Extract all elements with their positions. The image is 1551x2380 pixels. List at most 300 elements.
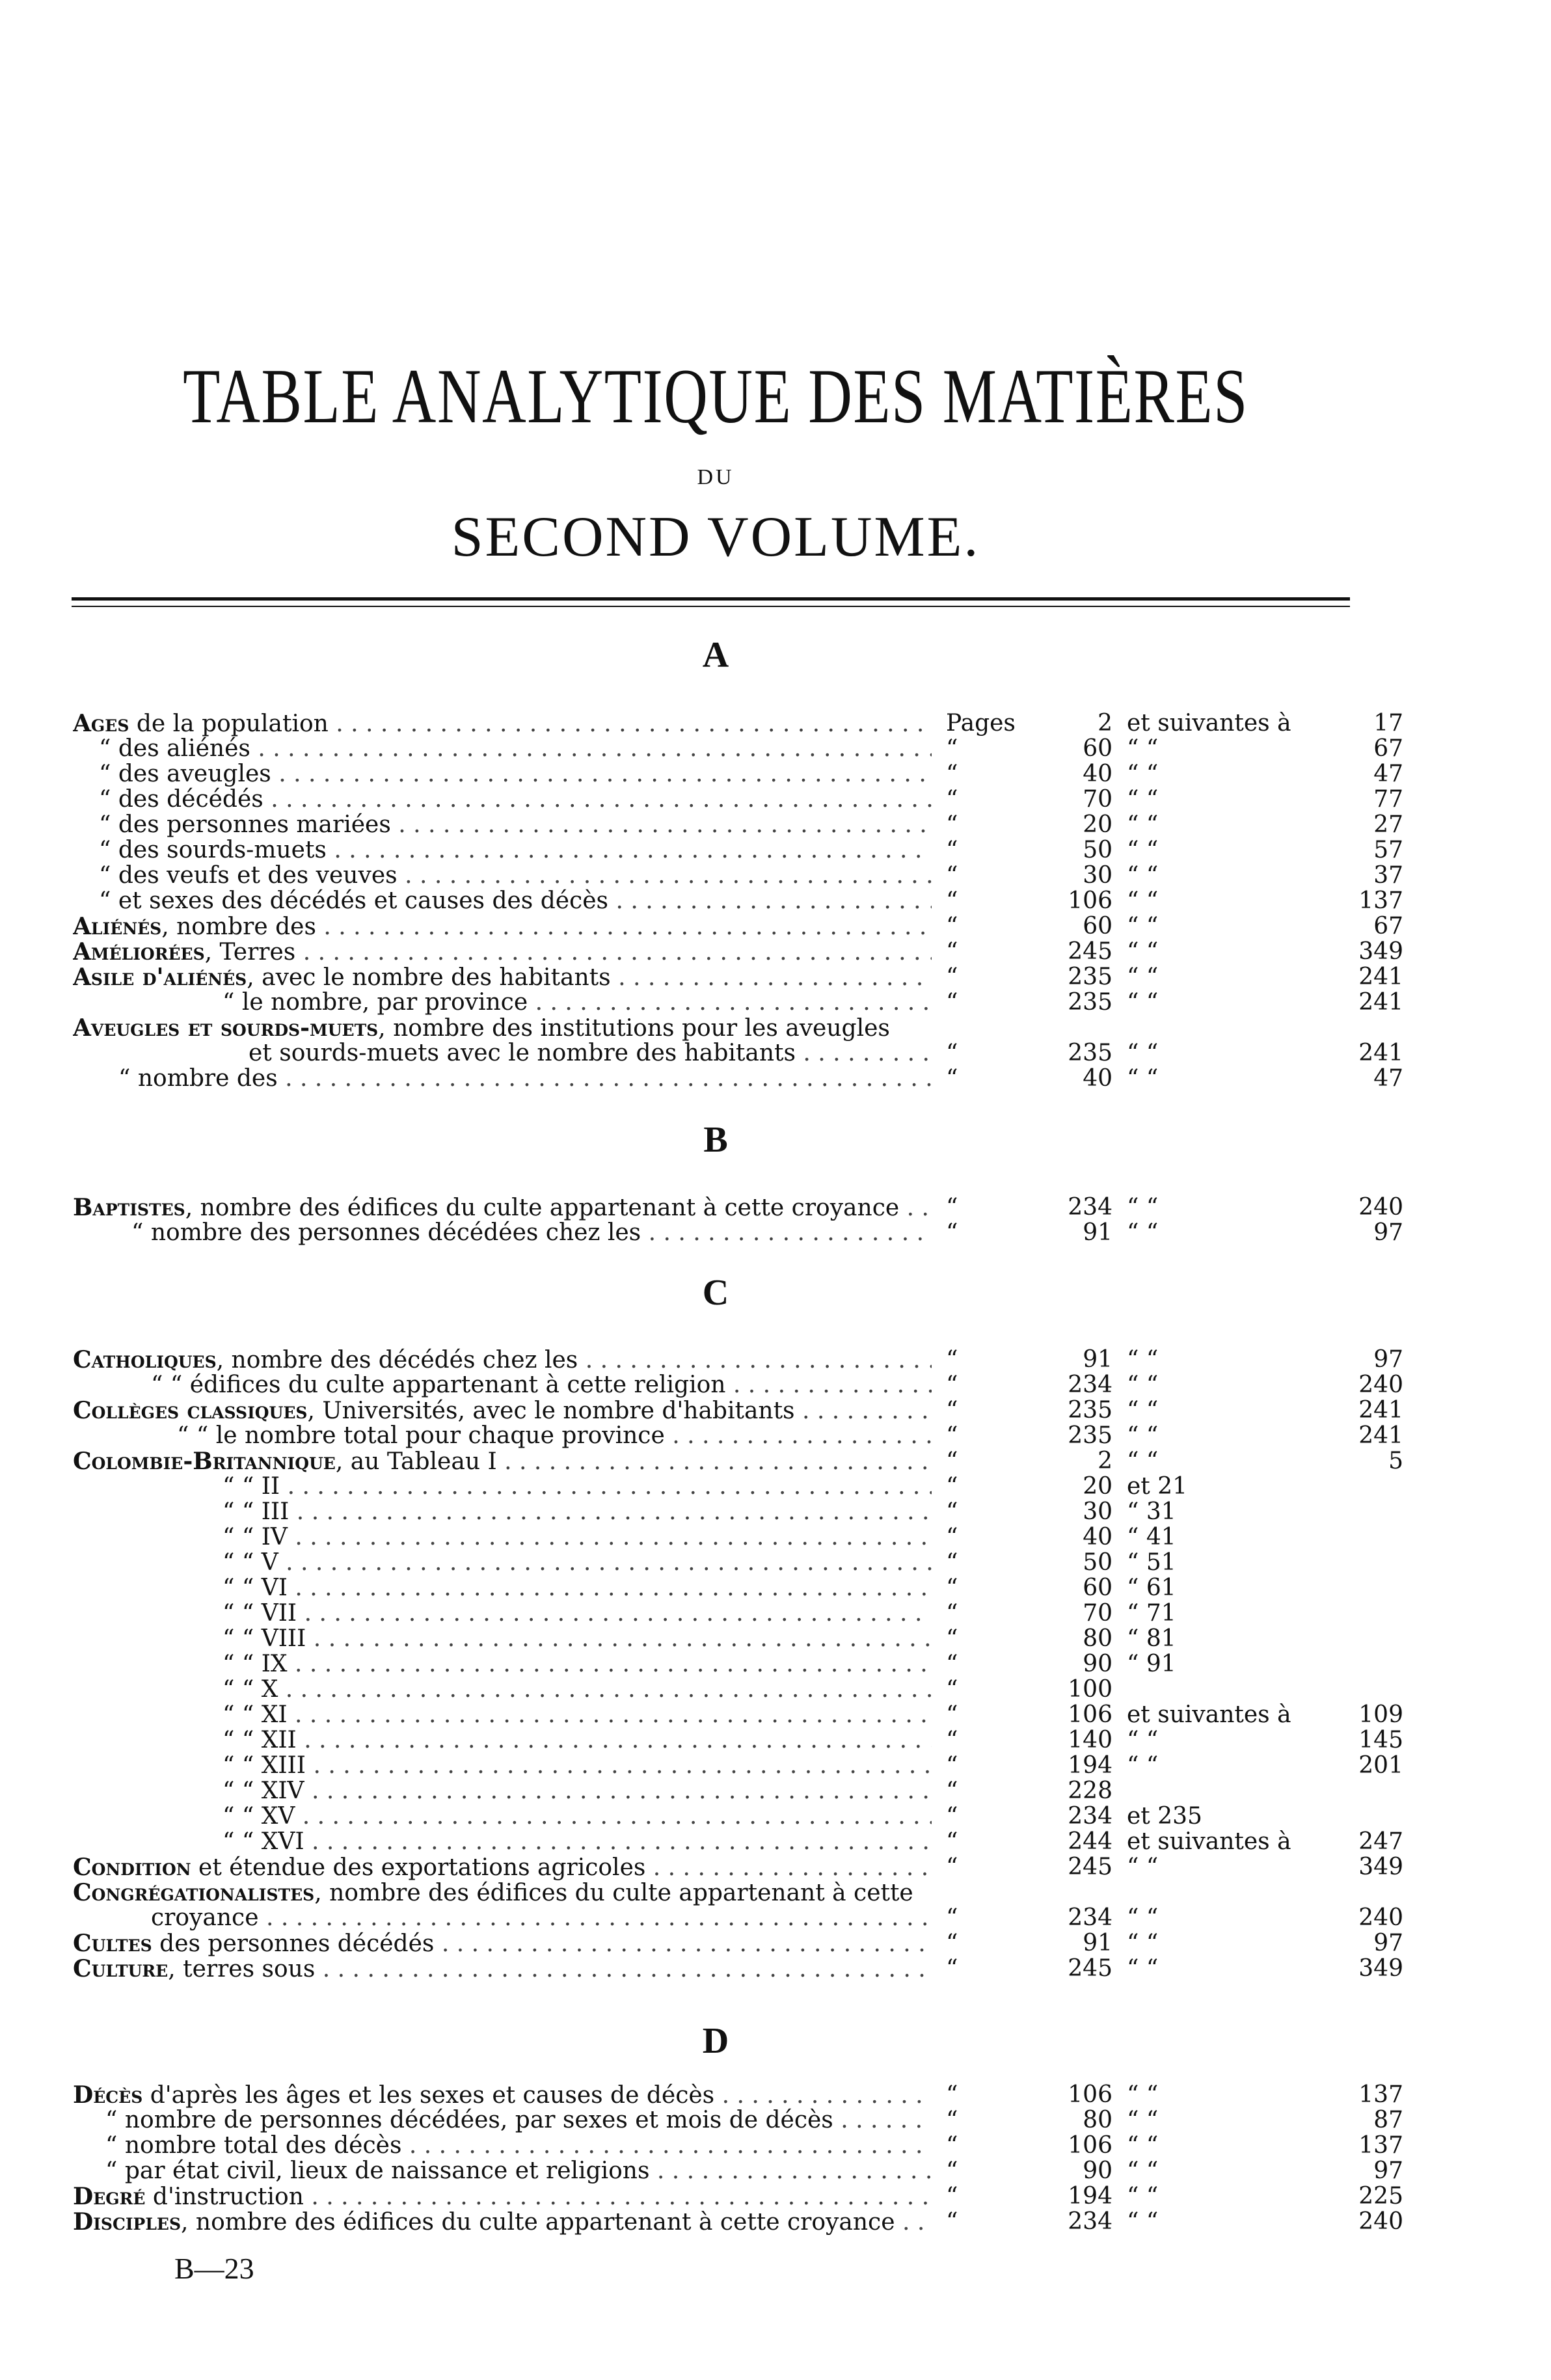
entry-description: , nombre des édifices du culte appartenant à cette	[314, 1880, 913, 1906]
page-end: 137	[1358, 2081, 1403, 2108]
page-end: 27	[1373, 811, 1403, 838]
page-start: 20	[1083, 1473, 1113, 1500]
page-connector: “ “	[1127, 1904, 1159, 1931]
index-entry	[73, 1677, 1400, 1703]
entry-description: “ nombre total des décès	[105, 2133, 402, 2159]
entry-text	[73, 1601, 932, 1627]
index-entry	[73, 811, 1403, 838]
page-connector: “ “	[1127, 1194, 1159, 1221]
page-prefix: “	[946, 1625, 958, 1652]
entry-text	[73, 2184, 932, 2210]
entry-keyword: Ages	[73, 710, 129, 737]
entry-description: “ des veufs et des veuves	[99, 863, 398, 889]
entry-description: “ “ édifices du culte appartenant à cette religion	[151, 1372, 726, 1398]
page-prefix: “	[946, 1219, 958, 1246]
entry-description: “ des décédés	[99, 787, 263, 813]
page-prefix: “	[946, 964, 958, 990]
page-start: 106	[1068, 2081, 1113, 2108]
page-connector: “ “	[1127, 1448, 1159, 1474]
page-prefix: “	[946, 1549, 958, 1576]
entry-text	[73, 1015, 932, 1042]
entry-text	[73, 913, 932, 940]
index-entry	[73, 1040, 1403, 1066]
entry-description: “ “ XVI	[223, 1829, 304, 1855]
page-connector: “ “	[1127, 1930, 1159, 1956]
page-signature: B—23	[174, 2252, 254, 2285]
page-start: 234	[1068, 1194, 1113, 1221]
page-prefix: “	[946, 2157, 958, 2184]
entry-description: “ le nombre, par province	[223, 990, 528, 1016]
section-letter-a: A	[702, 635, 729, 675]
page-connector: “ “	[1127, 837, 1159, 863]
page-start: 30	[1083, 1498, 1113, 1525]
page-connector: “ “	[1127, 1372, 1159, 1398]
page-prefix: “	[946, 735, 958, 762]
entry-text	[73, 1930, 932, 1957]
index-entry	[73, 761, 1403, 787]
entry-text	[73, 1626, 932, 1652]
entry-text	[73, 1727, 932, 1753]
entry-text	[73, 964, 932, 991]
entry-text	[73, 1066, 932, 1092]
entry-description: “ “ V	[223, 1550, 278, 1576]
page-connector: et suivantes à	[1127, 710, 1291, 737]
page-start: 234	[1068, 1904, 1113, 1931]
index-entry	[73, 710, 1403, 737]
page-start: 234	[1068, 1803, 1113, 1830]
entry-keyword: Culture	[73, 1956, 169, 1982]
index-entry	[73, 2132, 1403, 2159]
index-entry	[73, 1727, 1403, 1753]
page-start: 235	[1068, 1040, 1113, 1066]
entry-keyword: Colombie-Britannique	[73, 1448, 336, 1475]
page-connector: et 21	[1127, 1473, 1188, 1500]
page-start: 40	[1083, 761, 1113, 787]
page-prefix: “	[946, 2183, 958, 2210]
page-prefix: “	[946, 1397, 958, 1424]
page-connector: “ 81	[1127, 1625, 1176, 1652]
index-entry	[73, 786, 1403, 813]
page-connector: “ 91	[1127, 1651, 1176, 1677]
entry-text	[73, 1778, 932, 1804]
index-entry	[73, 862, 1403, 889]
page-start: 245	[1068, 938, 1113, 965]
page-end: 97	[1373, 1930, 1403, 1956]
page-start: 245	[1068, 1854, 1113, 1880]
page-start: 50	[1083, 1549, 1113, 1576]
index-entry	[73, 1854, 1403, 1881]
entry-text	[73, 2209, 932, 2236]
page-prefix: “	[946, 1701, 958, 1728]
entry-text	[73, 2082, 932, 2109]
page-start: 106	[1068, 1701, 1113, 1728]
page-connector: “ “	[1127, 887, 1159, 914]
entry-text	[73, 1575, 932, 1601]
page-start: 60	[1083, 1575, 1113, 1601]
page-connector: “ “	[1127, 2132, 1159, 2159]
page-start: 91	[1083, 1219, 1113, 1246]
entry-text	[73, 1905, 932, 1931]
page-end: 145	[1358, 1727, 1403, 1753]
entry-keyword: Améliorées	[73, 939, 205, 966]
entry-description: “ “ VII	[223, 1601, 297, 1627]
page-start: 235	[1068, 964, 1113, 990]
entry-description: , nombre des édifices du culte appartenant à cette croyance	[185, 1195, 900, 1221]
page-end: 349	[1358, 1854, 1403, 1880]
entry-text	[73, 1195, 932, 1221]
page-connector: “ “	[1127, 1422, 1159, 1449]
page-connector: et suivantes à	[1127, 1828, 1291, 1855]
entry-text	[73, 812, 932, 838]
page-end: 77	[1373, 786, 1403, 813]
entry-text	[73, 1347, 932, 1373]
page-start: 80	[1083, 2107, 1113, 2133]
entry-description: d'après les âges et les sexes et causes de décès	[142, 2082, 715, 2109]
entry-text	[73, 1499, 932, 1525]
page-prefix: “	[946, 2132, 958, 2159]
entry-description: d'instruction	[145, 2184, 304, 2210]
index-entry	[73, 1397, 1403, 1424]
page-connector: “ “	[1127, 913, 1159, 940]
page-prefix: “	[946, 1040, 958, 1066]
entry-description: “ nombre de personnes décédées, par sexes et mois de décès	[105, 2107, 833, 2133]
index-entry	[73, 1601, 1400, 1627]
index-entry	[73, 837, 1403, 863]
entry-description: , avec le nombre des habitants	[247, 964, 611, 991]
page-end: 97	[1373, 1346, 1403, 1373]
entry-keyword: Baptistes	[73, 1195, 185, 1221]
page-start: 20	[1083, 811, 1113, 838]
entry-description: , nombre des édifices du culte appartenant à cette croyance	[181, 2209, 895, 2236]
entry-text	[73, 1220, 932, 1246]
entry-description: , nombre des institutions pour les aveugles	[378, 1015, 890, 1042]
page-end: 47	[1373, 1065, 1403, 1092]
entry-description: des personnes décédés	[152, 1930, 435, 1957]
index-entry	[73, 1474, 1400, 1500]
page-connector: “ “	[1127, 2107, 1159, 2133]
index-entry	[73, 1372, 1403, 1398]
entry-text	[73, 888, 932, 914]
section-letter-d: D	[702, 2021, 729, 2061]
page-connector: “ “	[1127, 811, 1159, 838]
entry-description: “ “ XIII	[223, 1753, 306, 1779]
entry-description: “ “ le nombre total pour chaque province	[177, 1423, 665, 1449]
page-prefix: “	[946, 1498, 958, 1525]
section-letter-b: B	[703, 1120, 728, 1160]
entry-text	[73, 1677, 932, 1703]
entry-description: “ par état civil, lieux de naissance et religions	[105, 2158, 650, 2184]
page-end: 137	[1358, 2132, 1403, 2159]
page-prefix: “	[946, 786, 958, 813]
entry-description: , Universités, avec le nombre d'habitants	[307, 1398, 795, 1424]
page-prefix: “	[946, 2208, 958, 2235]
entry-keyword: Aveugles et sourds-muets	[73, 1015, 379, 1042]
entry-description: “ nombre des	[118, 1066, 278, 1092]
index-entry	[73, 1904, 1403, 1931]
entry-text	[73, 2107, 932, 2133]
index-entry	[73, 2208, 1403, 2236]
page-start: 234	[1068, 1372, 1113, 1398]
page-prefix: “	[946, 761, 958, 787]
index-entry	[73, 1828, 1403, 1855]
page-end: 5	[1388, 1448, 1403, 1474]
page-end: 37	[1373, 862, 1403, 889]
page-prefix: “	[946, 1065, 958, 1092]
index-entry	[73, 1524, 1400, 1550]
page-prefix: Pages	[946, 710, 1016, 737]
page-start: 194	[1068, 1752, 1113, 1779]
entry-description: “ des aveugles	[99, 761, 271, 787]
index-entry	[73, 735, 1403, 762]
page-prefix: “	[946, 837, 958, 863]
page-connector: “ “	[1127, 1854, 1159, 1880]
page-connector: “ “	[1127, 1727, 1159, 1753]
page-connector: “ “	[1127, 989, 1159, 1016]
page-end: 240	[1358, 1904, 1403, 1931]
page-start: 194	[1068, 2183, 1113, 2210]
entry-text	[73, 1040, 932, 1066]
entry-keyword: Catholiques	[73, 1347, 217, 1373]
entry-text	[73, 1956, 932, 1982]
index-entry	[73, 1194, 1403, 1221]
entry-description: “ “ XIV	[223, 1778, 304, 1804]
entry-description: et étendue des exportations agricoles	[191, 1854, 646, 1881]
page-prefix: “	[946, 862, 958, 889]
entry-description: “ nombre des personnes décédées chez les	[131, 1220, 641, 1246]
page-end: 57	[1373, 837, 1403, 863]
page-end: 241	[1358, 1040, 1403, 1066]
page-end: 349	[1358, 938, 1403, 965]
page-connector: “ “	[1127, 786, 1159, 813]
page-end: 97	[1373, 2157, 1403, 2184]
page-end: 97	[1373, 1219, 1403, 1246]
entry-text	[73, 2133, 932, 2159]
page-start: 91	[1083, 1930, 1113, 1956]
index-entry	[73, 989, 1403, 1016]
entry-description: “ “ XII	[223, 1727, 297, 1753]
entry-keyword: Asile d'aliénés	[73, 964, 247, 991]
page-connector: et suivantes à	[1127, 1701, 1291, 1728]
entry-text	[73, 1448, 932, 1475]
entry-text	[73, 1804, 932, 1830]
entry-text	[73, 990, 932, 1016]
entry-text	[73, 787, 932, 813]
page-connector: et 235	[1127, 1803, 1202, 1830]
page-prefix: “	[946, 2081, 958, 2108]
page-title: TABLE ANALYTIQUE DES MATIÈRES	[183, 353, 1248, 439]
index-entry	[73, 2183, 1403, 2210]
page-prefix: “	[946, 1854, 958, 1880]
entry-description: “ “ XI	[223, 1702, 288, 1728]
page-end: 87	[1373, 2107, 1403, 2133]
entry-keyword: Aliénés	[73, 913, 162, 940]
entry-keyword: Disciples	[73, 2209, 182, 2236]
page-prefix: “	[946, 1651, 958, 1677]
page-connector: “ “	[1127, 1955, 1159, 1982]
entry-description: , au Tableau I	[335, 1448, 497, 1475]
page-connector: “ 51	[1127, 1549, 1176, 1576]
index-entry	[73, 1422, 1403, 1449]
page-prefix: “	[946, 1955, 958, 1982]
entry-description: , terres sous	[168, 1956, 316, 1982]
page-prefix: “	[946, 1676, 958, 1703]
page-prefix: “	[946, 1828, 958, 1855]
page-start: 100	[1068, 1676, 1113, 1703]
entry-description: et sourds-muets avec le nombre des habitants	[249, 1040, 796, 1066]
page-prefix: “	[946, 1422, 958, 1449]
entry-description: “ “ III	[223, 1499, 290, 1525]
page-prefix: “	[946, 1372, 958, 1398]
page-start: 2	[1098, 1448, 1113, 1474]
entry-text	[73, 863, 932, 889]
page-connector: “ “	[1127, 2081, 1159, 2108]
page-start: 40	[1083, 1524, 1113, 1550]
page-end: 17	[1373, 710, 1403, 737]
index-entry	[73, 1626, 1400, 1652]
entry-text	[73, 1423, 932, 1449]
page-end: 137	[1358, 887, 1403, 914]
page-start: 244	[1068, 1828, 1113, 1855]
page-end: 240	[1358, 1372, 1403, 1398]
page-prefix: “	[946, 1524, 958, 1550]
page-start: 245	[1068, 1955, 1113, 1982]
entry-text	[73, 1702, 932, 1728]
page-connector: “ “	[1127, 938, 1159, 965]
index-entry	[73, 1065, 1403, 1092]
page-connector: “ “	[1127, 735, 1159, 762]
entry-description: “ “ VIII	[223, 1626, 306, 1652]
page-connector: “ 71	[1127, 1600, 1176, 1627]
entry-description: , Terres	[204, 939, 296, 966]
entry-text	[73, 1550, 932, 1576]
index-entry	[73, 1955, 1403, 1982]
page-connector: “ “	[1127, 964, 1159, 990]
page-start: 2	[1098, 710, 1113, 737]
page-start: 90	[1083, 2157, 1113, 2184]
page-prefix: “	[946, 1575, 958, 1601]
page-end: 241	[1358, 1397, 1403, 1424]
entry-text	[73, 939, 932, 966]
entry-keyword: Décès	[73, 2082, 143, 2109]
title-connector: DU	[697, 465, 735, 489]
index-entry	[73, 913, 1403, 940]
index-entry	[73, 1015, 1400, 1041]
page-end: 241	[1358, 964, 1403, 990]
entry-description: “ des personnes mariées	[99, 812, 391, 838]
entry-keyword: Cultes	[73, 1930, 152, 1957]
index-entry	[73, 1550, 1400, 1576]
page-connector: “ “	[1127, 1346, 1159, 1373]
page-prefix: “	[946, 1904, 958, 1931]
index-entry	[73, 964, 1403, 991]
index-entry	[73, 1219, 1403, 1246]
index-entry	[73, 1778, 1400, 1804]
page-subtitle: SECOND VOLUME.	[451, 506, 980, 569]
page-prefix: “	[946, 913, 958, 940]
entry-text	[73, 1372, 932, 1398]
index-entry	[73, 2157, 1403, 2184]
page-prefix: “	[946, 811, 958, 838]
page-prefix: “	[946, 1803, 958, 1830]
index-entry	[73, 1448, 1403, 1475]
entry-text	[73, 1829, 932, 1855]
page-prefix: “	[946, 1194, 958, 1221]
entry-text	[73, 1880, 932, 1906]
page-connector: “ “	[1127, 1219, 1159, 1246]
page-connector: “ “	[1127, 2208, 1159, 2235]
page-end: 240	[1358, 1194, 1403, 1221]
page-start: 106	[1068, 887, 1113, 914]
page-start: 228	[1068, 1778, 1113, 1804]
entry-description: “ “ IV	[223, 1524, 288, 1550]
page-start: 234	[1068, 2208, 1113, 2235]
entry-text	[73, 761, 932, 787]
page-start: 60	[1083, 913, 1113, 940]
page-end: 67	[1373, 735, 1403, 762]
index-entry	[73, 887, 1403, 914]
page-prefix: “	[946, 1727, 958, 1753]
entry-description: croyance	[151, 1905, 259, 1931]
page-start: 40	[1083, 1065, 1113, 1092]
page-end: 240	[1358, 2208, 1403, 2235]
page-start: 70	[1083, 786, 1113, 813]
entry-description: , nombre des décédés chez les	[216, 1347, 578, 1373]
entry-description: “ et sexes des décédés et causes des décès	[99, 888, 608, 914]
index-entry	[73, 1701, 1403, 1728]
entry-text	[73, 1524, 932, 1550]
section-letter-c: C	[702, 1273, 729, 1313]
page-start: 30	[1083, 862, 1113, 889]
entry-text	[73, 736, 932, 762]
page-connector: “ “	[1127, 1040, 1159, 1066]
index-entry	[73, 1499, 1400, 1525]
entry-description: “ “ IX	[223, 1651, 288, 1677]
page-connector: “ “	[1127, 862, 1159, 889]
page-prefix: “	[946, 1448, 958, 1474]
index-entry	[73, 1752, 1403, 1779]
page-connector: “ 31	[1127, 1498, 1176, 1525]
entry-description: “ des sourds-muets	[99, 837, 327, 863]
index-entry	[73, 1346, 1403, 1373]
page-prefix: “	[946, 1473, 958, 1500]
page-start: 90	[1083, 1651, 1113, 1677]
page-start: 50	[1083, 837, 1113, 863]
entry-keyword: Condition	[73, 1854, 191, 1881]
page-connector: “ “	[1127, 1065, 1159, 1092]
page-start: 106	[1068, 2132, 1113, 2159]
page-end: 67	[1373, 913, 1403, 940]
index-entry	[73, 2107, 1403, 2133]
entry-description: , nombre des	[161, 913, 316, 940]
index-entry	[73, 2081, 1403, 2109]
entry-description: “ des aliénés	[99, 736, 250, 762]
page-connector: “ 61	[1127, 1575, 1176, 1601]
entry-description: “ “ X	[223, 1677, 278, 1703]
page-end: 201	[1358, 1752, 1403, 1779]
entry-keyword: Degré	[73, 2184, 146, 2210]
double-rule-divider	[72, 597, 1350, 607]
entry-text	[73, 1854, 932, 1881]
page-start: 80	[1083, 1625, 1113, 1652]
entry-keyword: Collèges classiques	[73, 1398, 308, 1424]
page-prefix: “	[946, 2107, 958, 2133]
entry-description: “ “ VI	[223, 1575, 288, 1601]
page-start: 60	[1083, 735, 1113, 762]
page-start: 235	[1068, 1397, 1113, 1424]
page-connector: “ “	[1127, 2157, 1159, 2184]
page-connector: “ “	[1127, 1397, 1159, 1424]
page-prefix: “	[946, 1752, 958, 1779]
